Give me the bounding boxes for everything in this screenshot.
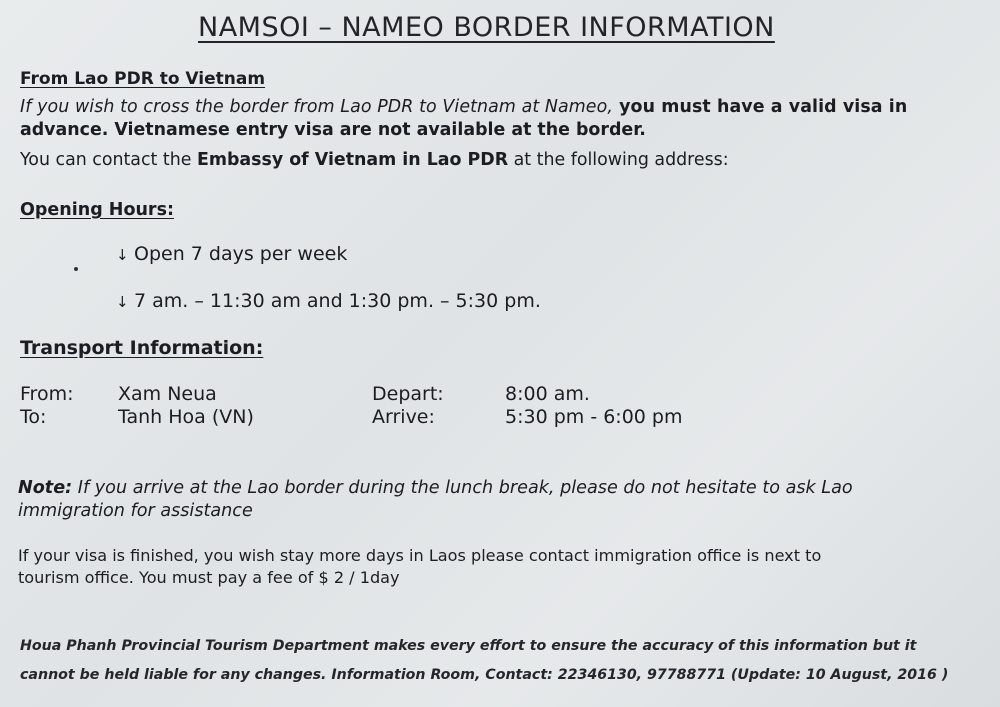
opening-hours-item-text: Open 7 days per week (134, 243, 348, 265)
embassy-name: Embassy of Vietnam in Lao PDR (196, 150, 509, 170)
page-title: NAMSOI – NAMEO BORDER INFORMATION (198, 12, 775, 43)
down-arrow-bullet-icon: ↓ (116, 293, 129, 311)
from-label: From: (20, 383, 74, 405)
depart-value: 8:00 am. (505, 383, 590, 405)
visa-extension-line-2: tourism office. You must pay a fee of $ 2 / 1day (18, 568, 400, 587)
to-label: To: (20, 406, 47, 428)
note-line-1 (18, 478, 853, 498)
speck (74, 267, 78, 271)
opening-hours-item (116, 290, 541, 312)
arrive-label: Arrive: (372, 406, 435, 428)
section-heading-lao-to-vietnam: From Lao PDR to Vietnam (20, 69, 266, 89)
down-arrow-bullet-icon: ↓ (116, 246, 129, 264)
visa-requirement-italic: If you wish to cross the border from Lao PDR to Vietnam at Nameo, (20, 97, 613, 117)
opening-hours-heading: Opening Hours: (20, 200, 174, 220)
note-text: If you arrive at the Lao border during the lunch break, please do not hesitate to ask Lao (72, 478, 853, 498)
visa-requirement-line-2: advance. Vietnamese entry visa are not available at the border. (20, 120, 646, 140)
note-label: Note: (18, 478, 73, 498)
visa-extension-line-1: If your visa is finished, you wish stay more days in Laos please contact immigration office is next to (18, 546, 822, 565)
visa-requirement-bold: you must have a valid visa in (612, 97, 908, 117)
visa-requirement-line-1 (20, 97, 907, 117)
depart-label: Depart: (372, 383, 444, 405)
transport-heading: Transport Information: (20, 337, 264, 359)
note-line-2: immigration for assistance (18, 501, 253, 521)
disclaimer-line-1: Houa Phanh Provincial Tourism Department makes every effort to ensure the accuracy of this information but it (20, 638, 917, 654)
from-value: Xam Neua (118, 383, 217, 405)
opening-hours-item (116, 243, 347, 265)
arrive-value: 5:30 pm - 6:00 pm (505, 406, 683, 428)
embassy-contact-line (20, 150, 729, 170)
embassy-contact-pre: You can contact the (20, 150, 197, 170)
embassy-contact-post: at the following address: (508, 150, 729, 170)
to-value: Tanh Hoa (VN) (118, 406, 254, 428)
opening-hours-item-text: 7 am. – 11:30 am and 1:30 pm. – 5:30 pm. (134, 290, 541, 312)
disclaimer-line-2: cannot be held liable for any changes. Information Room, Contact: 22346130, 97788771 (Update: 10 August, 2016 ) (20, 667, 949, 683)
